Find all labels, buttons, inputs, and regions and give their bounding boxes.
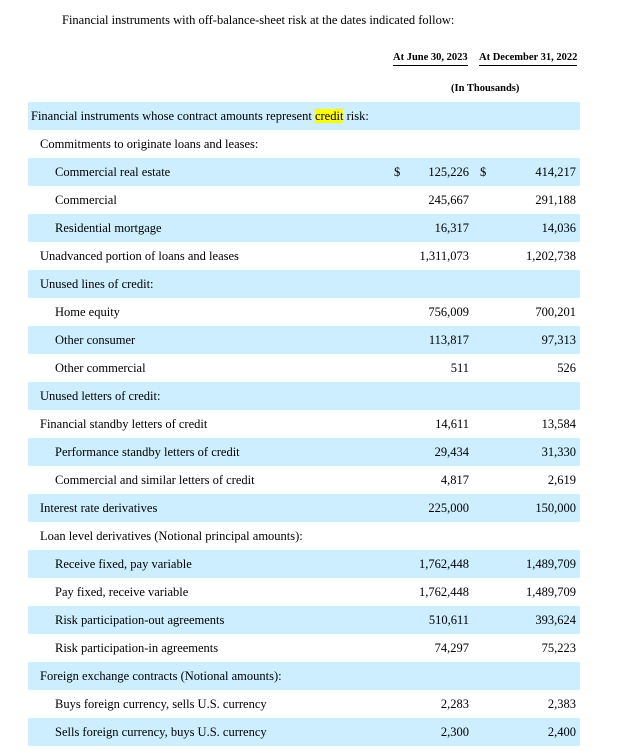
- row-label: Financial standby letters of credit: [40, 417, 208, 431]
- column-header-december-2022: At December 31, 2022: [479, 52, 577, 66]
- value-december-2022: 1,489,709: [526, 557, 576, 571]
- table-row: [28, 690, 580, 718]
- row-label: Commitments to originate loans and leases:: [40, 137, 259, 151]
- row-label: Pay fixed, receive variable: [55, 585, 189, 599]
- value-december-2022: 526: [557, 361, 576, 375]
- value-june-2023: 125,226: [428, 165, 469, 179]
- value-june-2023: 756,009: [428, 305, 469, 319]
- section-title-after: risk:: [343, 109, 369, 123]
- table-row: [28, 214, 580, 242]
- table-row: [28, 242, 580, 270]
- row-label: Other consumer: [55, 333, 136, 347]
- row-label: Sells foreign currency, buys U.S. currency: [55, 725, 267, 739]
- row-label: Risk participation-in agreements: [55, 641, 219, 655]
- row-label: Buys foreign currency, sells U.S. currency: [55, 697, 267, 711]
- row-label: Unused letters of credit:: [40, 389, 161, 403]
- value-june-2023: 29,434: [434, 445, 469, 459]
- table-row: [28, 550, 580, 578]
- row-label: Unused lines of credit:: [40, 277, 154, 291]
- currency-sign: $: [480, 165, 487, 179]
- value-june-2023: 113,817: [428, 333, 469, 347]
- value-december-2022: 1,489,709: [526, 585, 576, 599]
- table-row: [28, 438, 580, 466]
- table-row: [28, 718, 580, 746]
- row-label: Home equity: [55, 305, 120, 319]
- value-december-2022: 2,400: [547, 725, 576, 739]
- table-row: [28, 522, 580, 550]
- table-row: [28, 354, 580, 382]
- value-december-2022: 393,624: [535, 613, 576, 627]
- value-december-2022: 150,000: [535, 501, 576, 515]
- row-label: Commercial real estate: [55, 165, 171, 179]
- row-label: Residential mortgage: [55, 221, 162, 235]
- value-june-2023: 511: [450, 361, 469, 375]
- value-december-2022: 414,217: [535, 165, 576, 179]
- intro-text: Financial instruments with off-balance-sheet risk at the dates indicated follow:: [62, 13, 455, 27]
- table-row: [28, 662, 580, 690]
- value-june-2023: 245,667: [428, 193, 469, 207]
- search-highlight: credit: [314, 109, 344, 123]
- value-december-2022: 13,584: [541, 417, 576, 431]
- value-december-2022: 1,202,738: [526, 249, 576, 263]
- row-label: Interest rate derivatives: [40, 501, 158, 515]
- value-june-2023: 510,611: [428, 613, 469, 627]
- row-label: Commercial and similar letters of credit: [55, 473, 255, 487]
- value-june-2023: 225,000: [428, 501, 469, 515]
- row-label: Loan level derivatives (Notional principal amounts):: [40, 529, 303, 543]
- table-row: [28, 466, 580, 494]
- table-row: [28, 186, 580, 214]
- table-row: [28, 326, 580, 354]
- row-label: Performance standby letters of credit: [55, 445, 240, 459]
- value-june-2023: 1,762,448: [419, 557, 469, 571]
- table-row: [28, 634, 580, 662]
- row-label: Receive fixed, pay variable: [55, 557, 192, 571]
- row-label: Foreign exchange contracts (Notional amounts):: [40, 669, 282, 683]
- value-december-2022: 291,188: [535, 193, 576, 207]
- row-label: Risk participation-out agreements: [55, 613, 225, 627]
- table-row: [28, 606, 580, 634]
- value-december-2022: 97,313: [541, 333, 576, 347]
- row-label: Commercial: [55, 193, 117, 207]
- value-june-2023: 74,297: [434, 641, 469, 655]
- table-row: [28, 158, 580, 186]
- value-june-2023: 4,817: [440, 473, 469, 487]
- column-header-june-2023: At June 30, 2023: [393, 52, 468, 66]
- table-row: [28, 382, 580, 410]
- row-label: Other commercial: [55, 361, 146, 375]
- value-december-2022: 14,036: [541, 221, 576, 235]
- value-december-2022: 700,201: [535, 305, 576, 319]
- section-title-before: Financial instruments whose contract amounts represent: [31, 109, 315, 123]
- table-row: [28, 410, 580, 438]
- value-june-2023: 2,283: [440, 697, 469, 711]
- table-row: [28, 130, 580, 158]
- value-december-2022: 2,383: [547, 697, 576, 711]
- value-june-2023: 16,317: [434, 221, 469, 235]
- value-june-2023: 1,762,448: [419, 585, 469, 599]
- units-label: (In Thousands): [451, 83, 520, 94]
- value-june-2023: 14,611: [435, 417, 469, 431]
- table-row: [28, 270, 580, 298]
- table-row: [28, 494, 580, 522]
- value-june-2023: 1,311,073: [419, 249, 469, 263]
- section-title: [31, 102, 369, 130]
- value-december-2022: 2,619: [547, 473, 576, 487]
- value-june-2023: 2,300: [440, 725, 469, 739]
- value-december-2022: 75,223: [541, 641, 576, 655]
- row-label: Unadvanced portion of loans and leases: [40, 249, 239, 263]
- section-title-row: [28, 102, 580, 130]
- value-december-2022: 31,330: [541, 445, 576, 459]
- currency-sign: $: [394, 165, 401, 179]
- table-row: [28, 578, 580, 606]
- off-balance-sheet-table: [28, 102, 580, 746]
- table-row: [28, 298, 580, 326]
